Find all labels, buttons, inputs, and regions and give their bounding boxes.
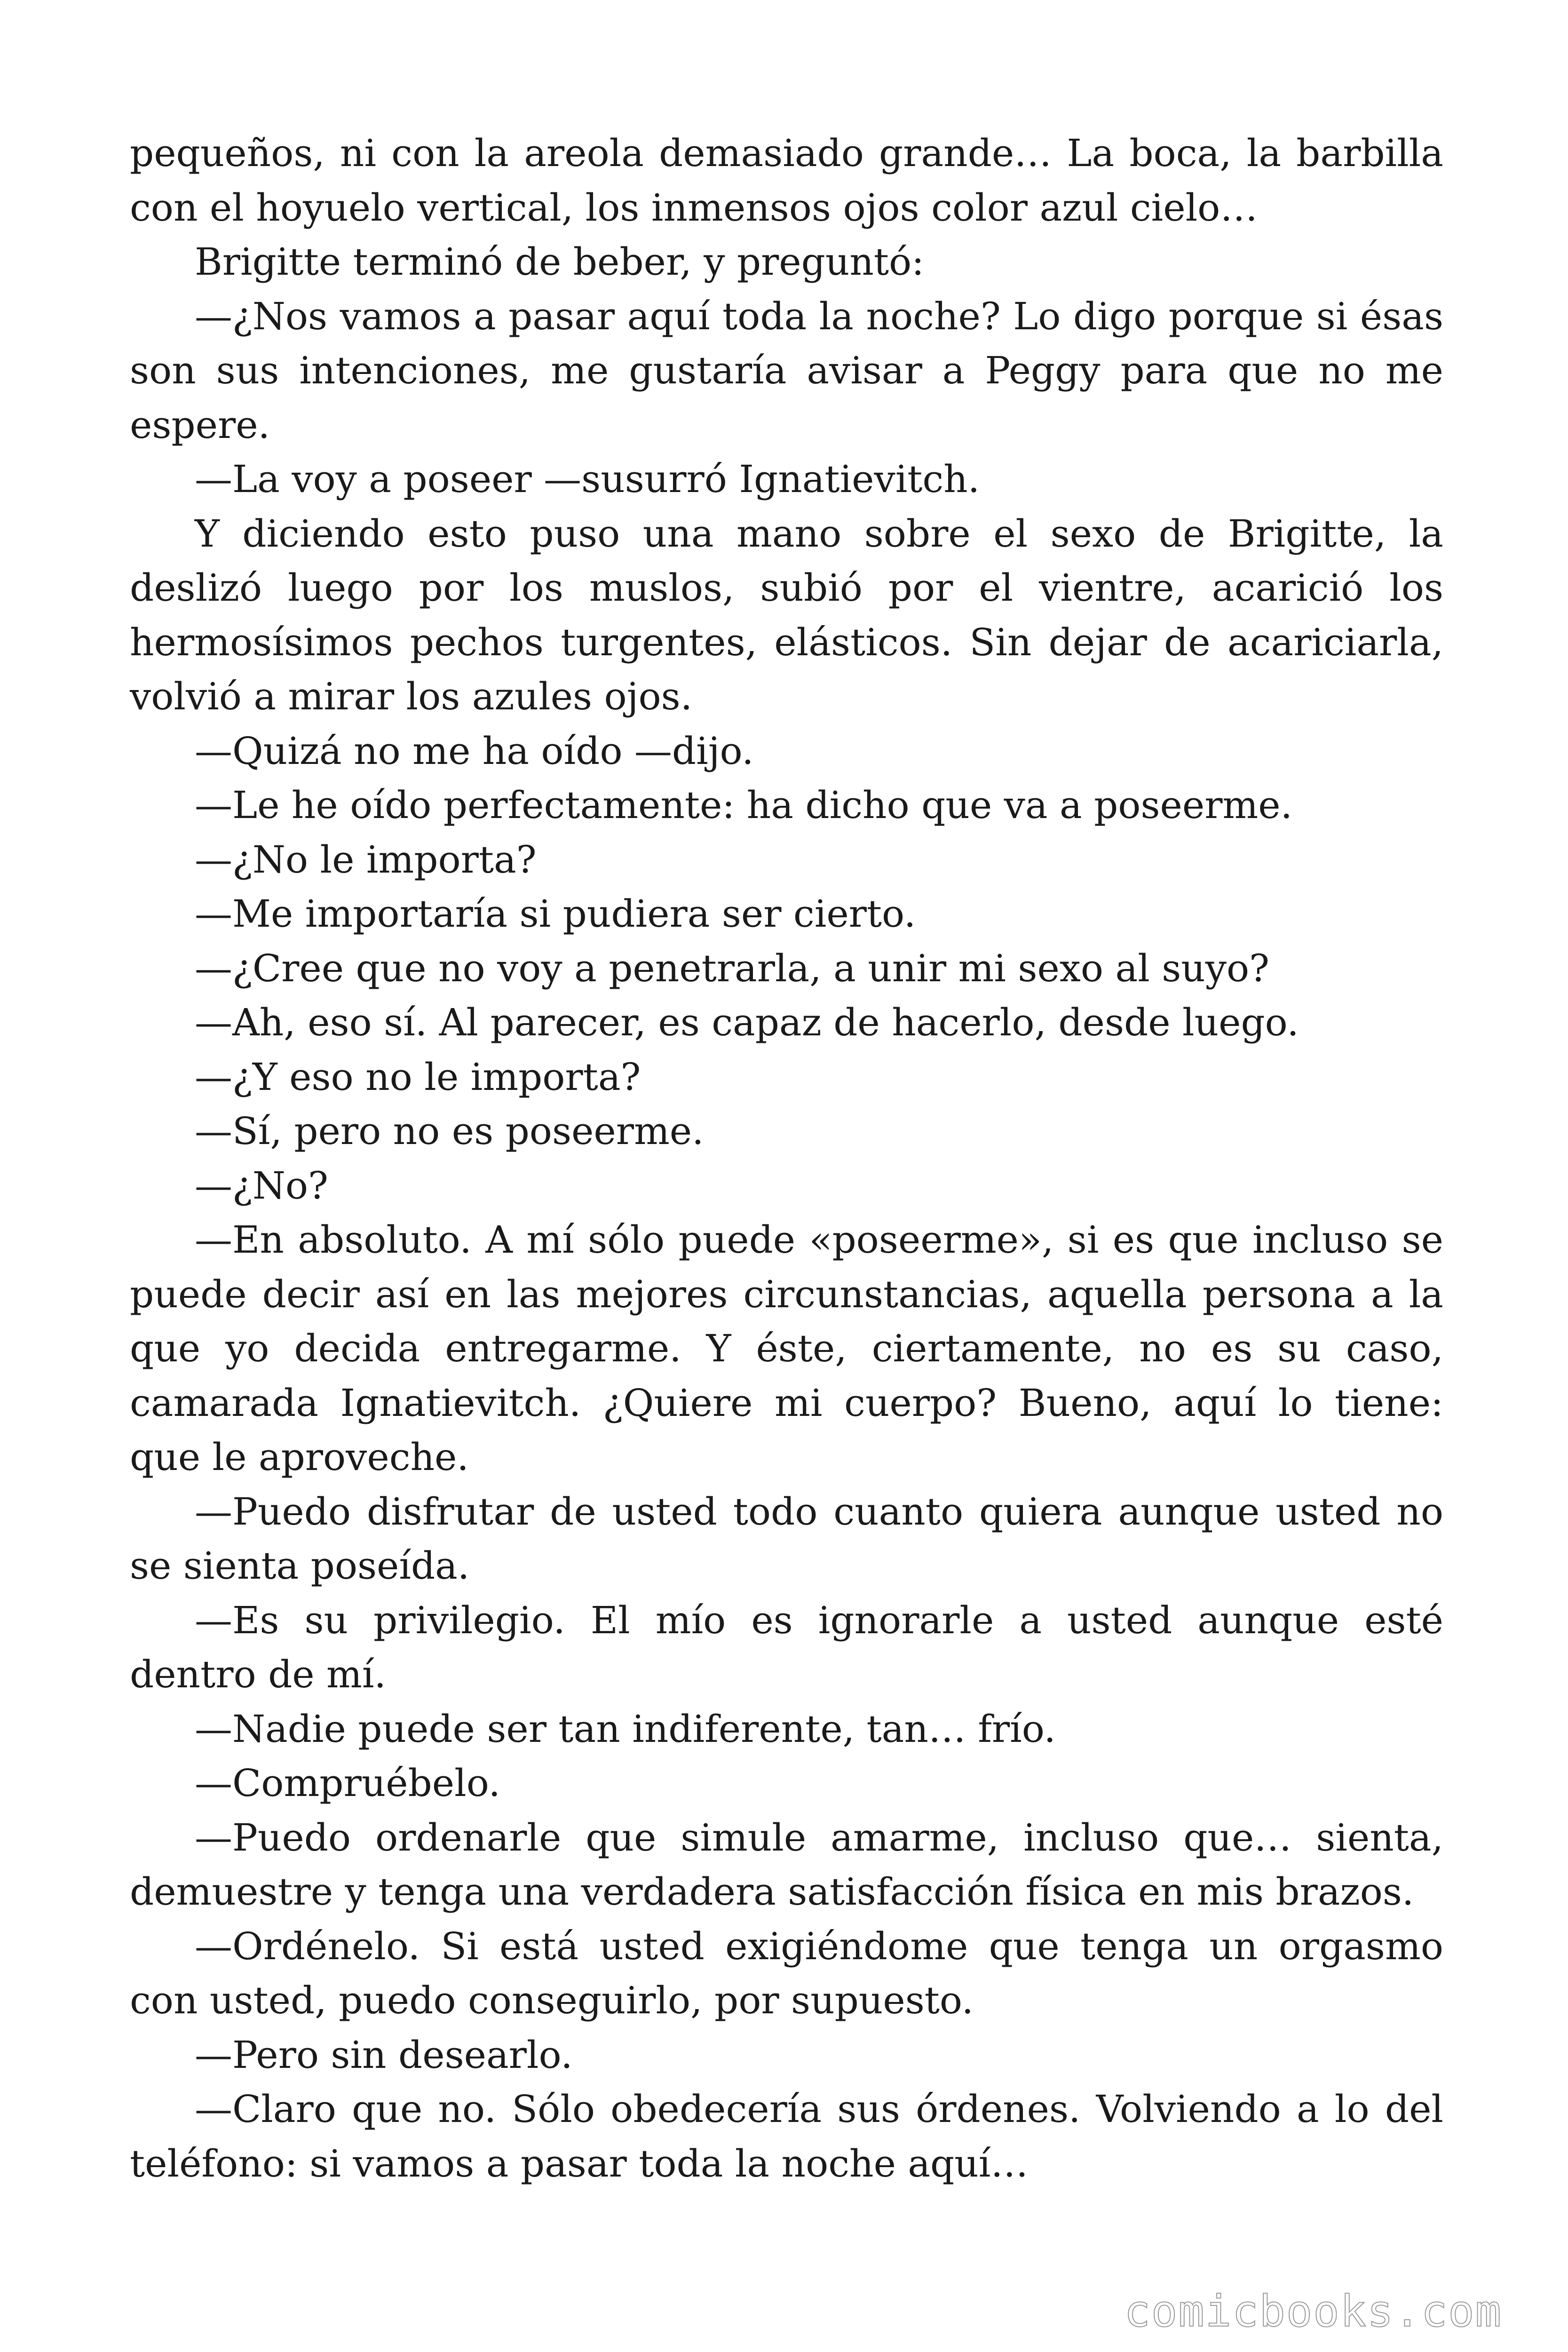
dialogue-line: —La voy a poseer —susurró Ignatievitch.: [195, 457, 980, 501]
dialogue-line: —Puedo disfrutar de usted todo cuanto quiera aunque usted no se sienta poseída.: [130, 1489, 1443, 1588]
dialogue-line: —Compruébelo.: [195, 1761, 500, 1805]
watermark: comicbooks.com: [1124, 2286, 1502, 2336]
paragraph: Brigitte terminó de beber, y preguntó:: [195, 240, 925, 284]
dialogue-line: —Sí, pero no es poseerme.: [195, 1109, 704, 1153]
dialogue-line: —Puedo ordenarle que simule amarme, incluso que… sienta, demuestre y tenga una verdadera satisfacción física en mis brazos.: [130, 1815, 1443, 1914]
dialogue-line: —Me importaría si pudiera ser cierto.: [195, 892, 916, 936]
dialogue-line: —Nadie puede ser tan indiferente, tan… frío.: [195, 1707, 1056, 1751]
dialogue-line: —¿No le importa?: [195, 837, 537, 882]
dialogue-line: —¿Cree que no voy a penetrarla, a unir mi sexo al suyo?: [195, 946, 1270, 990]
dialogue-line: —Quizá no me ha oído —dijo.: [195, 729, 754, 773]
paragraph-continuation: pequeños, ni con la areola demasiado grande… La boca, la barbilla con el hoyuelo vertical, los inmensos ojos color azul cielo…: [130, 131, 1443, 230]
dialogue-line: —¿Nos vamos a pasar aquí toda la noche? Lo digo porque si ésas son sus intenciones, me gustaría avisar a Peggy para que no me espere.: [130, 294, 1443, 447]
dialogue-line: —¿Y eso no le importa?: [195, 1055, 641, 1099]
dialogue-line: —Claro que no. Sólo obedecería sus órdenes. Volviendo a lo del teléfono: si vamos a pasar toda la noche aquí…: [130, 2087, 1443, 2185]
dialogue-line: —¿No?: [195, 1163, 328, 1208]
dialogue-line: —Ordénelo. Si está usted exigiéndome que tenga un orgasmo con usted, puedo conseguirlo, por supuesto.: [130, 1924, 1443, 2022]
paragraph: Y diciendo esto puso una mano sobre el sexo de Brigitte, la deslizó luego por los muslos, subió por el vientre, acarició los hermosísimos pechos turgentes, elásticos. Sin dejar de acariciarla, volvió a mirar los azules ojos.: [130, 511, 1443, 718]
dialogue-line: —Ah, eso sí. Al parecer, es capaz de hacerlo, desde luego.: [195, 1001, 1299, 1044]
dialogue-line: —En absoluto. A mí sólo puede «poseerme», si es que incluso se puede decir así en las mejores circunstancias, aquella persona a la que yo decida entregarme. Y éste, ciertamente, no es su caso, camarada Ignatievitch. ¿Quiere mi cuerpo? Bueno, aquí lo tiene: que le aproveche.: [130, 1218, 1443, 1479]
dialogue-line: —Le he oído perfectamente: ha dicho que va a poseerme.: [195, 783, 1293, 827]
page-body: [130, 126, 1443, 2191]
dialogue-line: —Es su privilegio. El mío es ignorarle a usted aunque esté dentro de mí.: [130, 1598, 1443, 1696]
dialogue-line: —Pero sin desearlo.: [195, 2033, 573, 2077]
